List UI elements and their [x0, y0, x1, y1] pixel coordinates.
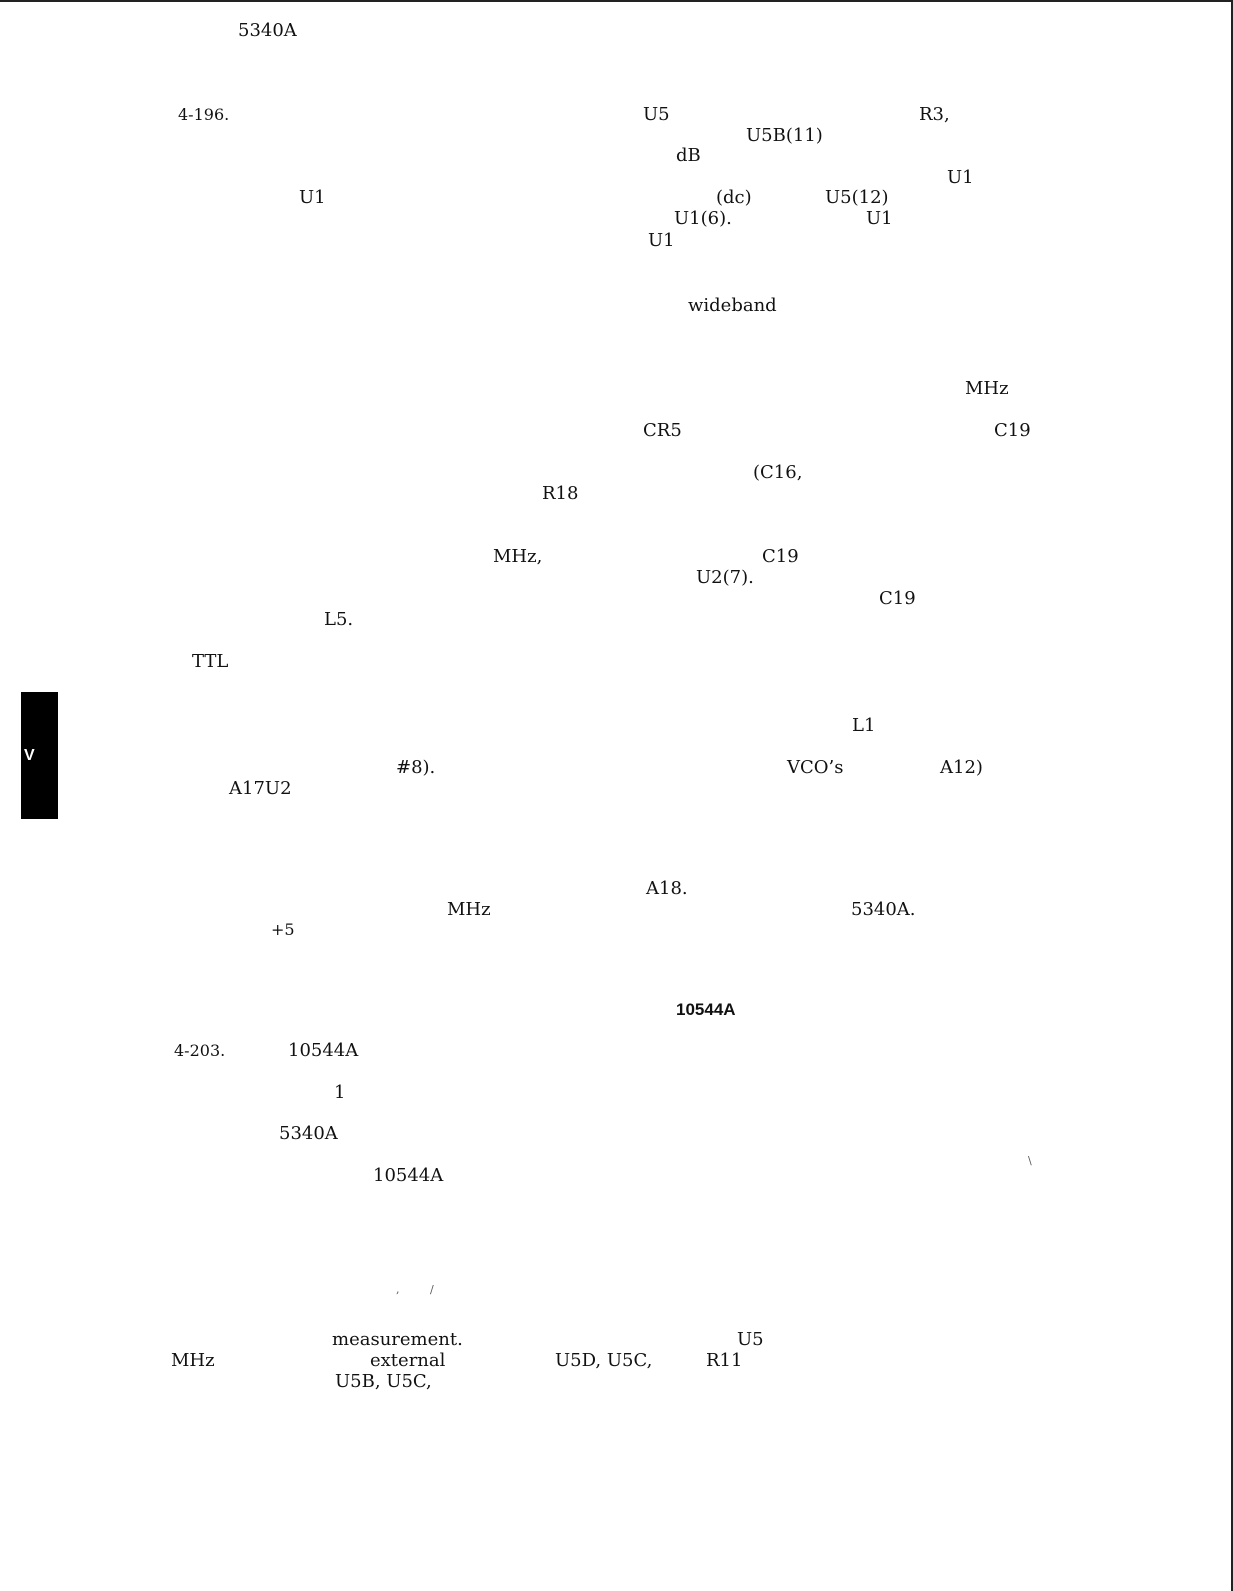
text-fragment: R11: [706, 1350, 743, 1371]
text-fragment: VCO’s: [787, 757, 844, 778]
section-side-tab: [21, 692, 58, 819]
text-fragment: MHz: [171, 1350, 215, 1371]
scan-speck-mark: \: [1028, 1154, 1032, 1167]
text-fragment: C19: [879, 588, 916, 609]
text-fragment: U1(6).: [674, 208, 732, 229]
page-header-model: 5340A: [238, 20, 297, 41]
text-fragment: U1: [866, 208, 893, 229]
text-fragment: TTL: [192, 651, 229, 672]
scan-speck-mark: /: [430, 1283, 434, 1296]
text-fragment: 1: [334, 1082, 346, 1103]
text-fragment: L1: [852, 715, 876, 736]
text-fragment: MHz: [965, 378, 1009, 399]
text-fragment: U5(12): [825, 187, 889, 208]
text-fragment: U5B, U5C,: [335, 1371, 432, 1392]
text-fragment: MHz,: [493, 546, 543, 567]
text-fragment: C19: [994, 420, 1031, 441]
text-fragment: 5340A.: [851, 899, 916, 920]
text-fragment: U1: [947, 167, 974, 188]
text-fragment: 10544A: [288, 1040, 359, 1061]
text-fragment: 5340A: [279, 1123, 338, 1144]
text-fragment: external: [370, 1350, 446, 1371]
text-fragment: A18.: [646, 878, 688, 899]
text-fragment: wideband: [688, 295, 777, 316]
paragraph-number: 4-196.: [178, 105, 230, 124]
text-fragment: A17U2: [229, 778, 292, 799]
text-fragment: U1: [299, 187, 326, 208]
text-fragment: (dc): [716, 187, 752, 208]
text-fragment: measurement.: [332, 1329, 463, 1350]
text-fragment: R3,: [919, 104, 950, 125]
section-heading: 10544A: [676, 1000, 736, 1019]
text-fragment: U1: [648, 230, 675, 251]
text-fragment: 10544A: [373, 1165, 444, 1186]
text-fragment: (C16,: [753, 462, 803, 483]
side-tab-letter: V: [24, 747, 35, 764]
text-fragment: A12): [940, 757, 983, 778]
text-fragment: U5: [643, 104, 670, 125]
text-fragment: C19: [762, 546, 799, 567]
text-fragment: R18: [542, 483, 579, 504]
text-fragment: dB: [676, 145, 701, 166]
text-fragment: U5D, U5C,: [555, 1350, 653, 1371]
text-fragment: U5B(11): [746, 125, 823, 146]
paragraph-number: 4-203.: [174, 1041, 226, 1060]
text-fragment: U5: [737, 1329, 764, 1350]
scan-speck-mark: ,: [396, 1283, 400, 1296]
text-fragment: U2(7).: [696, 567, 754, 588]
text-fragment: +5: [271, 920, 295, 939]
text-fragment: #8).: [396, 757, 436, 778]
text-fragment: MHz: [447, 899, 491, 920]
text-fragment: L5.: [324, 609, 354, 630]
text-fragment: CR5: [643, 420, 682, 441]
